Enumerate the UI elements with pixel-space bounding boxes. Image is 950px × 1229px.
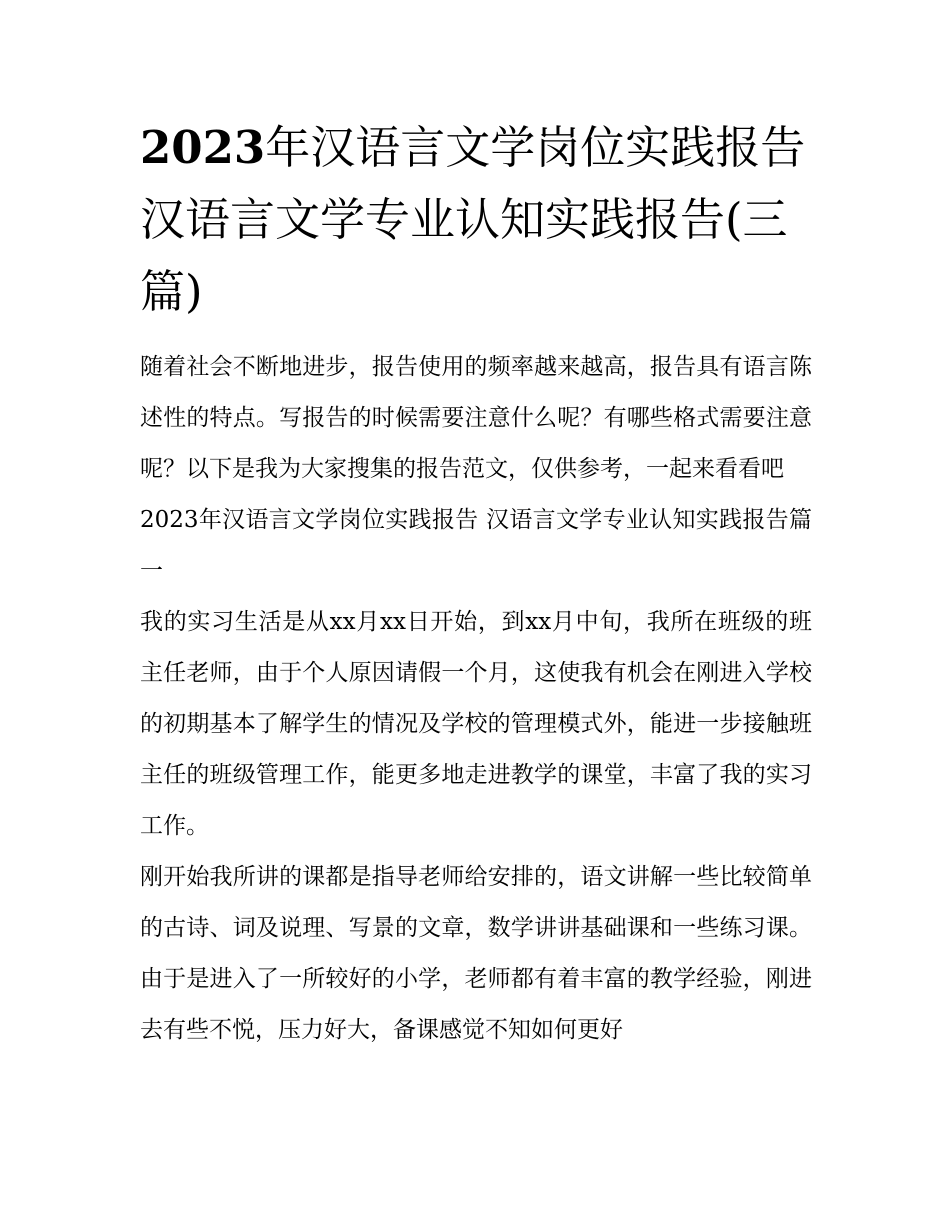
section-heading: 2023年汉语言文学岗位实践报告 汉语言文学专业认知实践报告篇一 [140, 507, 812, 584]
document-title [140, 112, 812, 328]
body-paragraph: 我的实习生活是从xx月xx日开始，到xx月中旬，我所在班级的班主任老师，由于个人原因请假一个月，这使我有机会在刚进入学校的初期基本了解学生的情况及学校的管理模式外，能进一步接触班主任的班级管理工作，能更多地走进教学的课堂，丰富了我的实习工作。 [140, 609, 812, 839]
document-body [140, 112, 812, 1056]
title-year: 2023 [140, 121, 266, 174]
title-text: 年汉语言文学岗位实践报告 汉语言文学专业认知实践报告(三篇) [140, 121, 806, 318]
intro-paragraph: 随着社会不断地进步，报告使用的频率越来越高，报告具有语言陈述性的特点。写报告的时候需要注意什么呢？有哪些格式需要注意呢？以下是我为大家搜集的报告范文，仅供参考，一起来看看吧 [140, 354, 812, 482]
body-paragraph: 刚开始我所讲的课都是指导老师给安排的，语文讲解一些比较简单的古诗、词及说理、写景的文章，数学讲讲基础课和一些练习课。由于是进入了一所较好的小学，老师都有着丰富的教学经验，刚进去有些不悦，压力好大，备课感觉不知如何更好 [140, 864, 812, 1043]
